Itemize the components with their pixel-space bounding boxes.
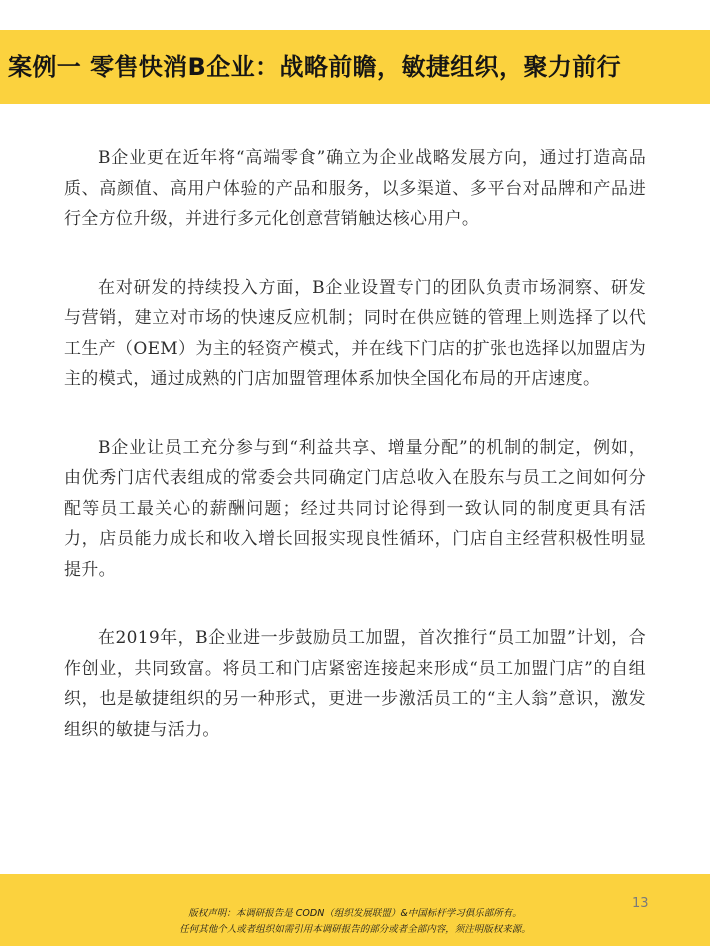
copyright-notice-line2: 任何其他个人或者组织如需引用本调研报告的部分或者全部内容，须注明版权来源。	[179, 924, 531, 935]
paragraph-3: B企业让员工充分参与到“利益共享、增量分配”的机制的制定，例如，由优秀门店代表组成的常委会共同确定门店总收入在股东与员工之间如何分配等员工最关心的薪酬问题；经过共同讨论得到一致认同的制度更具有活力，店员能力成长和收入增长回报实现良性循环，门店自主经营积极性明显提升。	[64, 437, 646, 580]
title-bar	[0, 30, 710, 104]
paragraph-2: 在对研发的持续投入方面，B企业设置专门的团队负责市场洞察、研发与营销，建立对市场的快速反应机制；同时在供应链的管理上则选择了以代工生产（OEM）为主的轻资产模式，并在线下门店的扩张也选择以加盟店为主的模式，通过成熟的门店加盟管理体系加快全国化布局的开店速度。	[64, 277, 646, 389]
page-number: 13	[632, 896, 649, 911]
page-title: 案例一 零售快消B企业：战略前瞻，敏捷组织，聚力前行	[8, 53, 622, 81]
document-body	[64, 143, 646, 783]
copyright-notice-line1: 版权声明：本调研报告是 CODN（组织发展联盟）&中国标杆学习俱乐部所有。	[188, 908, 522, 919]
paragraph-1: B企业更在近年将“高端零食”确立为企业战略发展方向，通过打造高品质、高颜值、高用户体验的产品和服务，以多渠道、多平台对品牌和产品进行全方位升级，并进行多元化创意营销触达核心用户。	[64, 148, 646, 229]
paragraph-4: 在2019年，B企业进一步鼓励员工加盟，首次推行“员工加盟”计划，合作创业，共同致富。将员工和门店紧密连接起来形成“员工加盟门店”的自组织，也是敏捷组织的另一种形式，更进一步激活员工的“主人翁”意识，激发组织的敏捷与活力。	[64, 628, 646, 740]
footer-bar	[0, 874, 710, 946]
